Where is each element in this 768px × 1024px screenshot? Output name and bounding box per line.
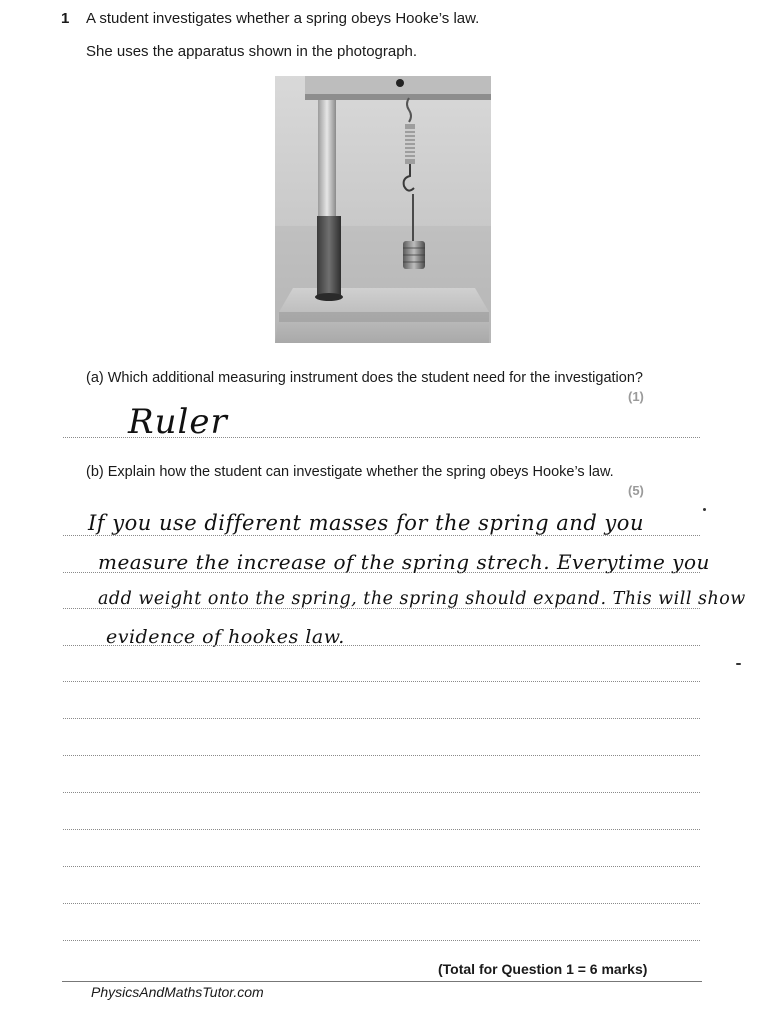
part-a-question: (a) Which additional measuring instrument does the student need for the investigation?: [86, 370, 643, 386]
part-b-answer-line-4: evidence of hookes law.: [106, 626, 345, 648]
answer-line: [63, 681, 700, 682]
answer-line: [63, 792, 700, 793]
part-b-answer-line-1: If you use different masses for the spring and you: [88, 511, 644, 535]
part-b-answer-line-3: add weight onto the spring, the spring should expand. This will show: [98, 589, 746, 609]
answer-line: [63, 572, 700, 573]
question-stem: A student investigates whether a spring obeys Hooke’s law.: [86, 10, 480, 27]
answer-line: [63, 535, 700, 536]
part-a-marks: (1): [628, 389, 644, 404]
answer-line: [63, 437, 700, 438]
answer-line: [63, 829, 700, 830]
footer-site-name: PhysicsAndMathsTutor.com: [91, 984, 264, 1000]
answer-line: [63, 903, 700, 904]
ink-mark: [736, 663, 741, 665]
answer-line: [63, 755, 700, 756]
ink-mark: [703, 508, 706, 511]
part-b-question: (b) Explain how the student can investigate whether the spring obeys Hooke’s law.: [86, 464, 614, 480]
question-number: 1: [61, 10, 70, 27]
apparatus-photo: [275, 76, 491, 343]
footer-divider: [62, 981, 702, 982]
answer-line: [63, 940, 700, 941]
part-b-marks: (5): [628, 483, 644, 498]
answer-line: [63, 645, 700, 646]
answer-line: [63, 866, 700, 867]
question-total-marks: (Total for Question 1 = 6 marks): [438, 961, 648, 977]
answer-line: [63, 608, 700, 609]
part-a-handwritten-answer: Ruler: [128, 402, 228, 442]
question-instruction: She uses the apparatus shown in the photograph.: [86, 43, 418, 60]
answer-line: [63, 718, 700, 719]
part-b-answer-line-2: measure the increase of the spring strech. Everytime you: [98, 550, 710, 574]
